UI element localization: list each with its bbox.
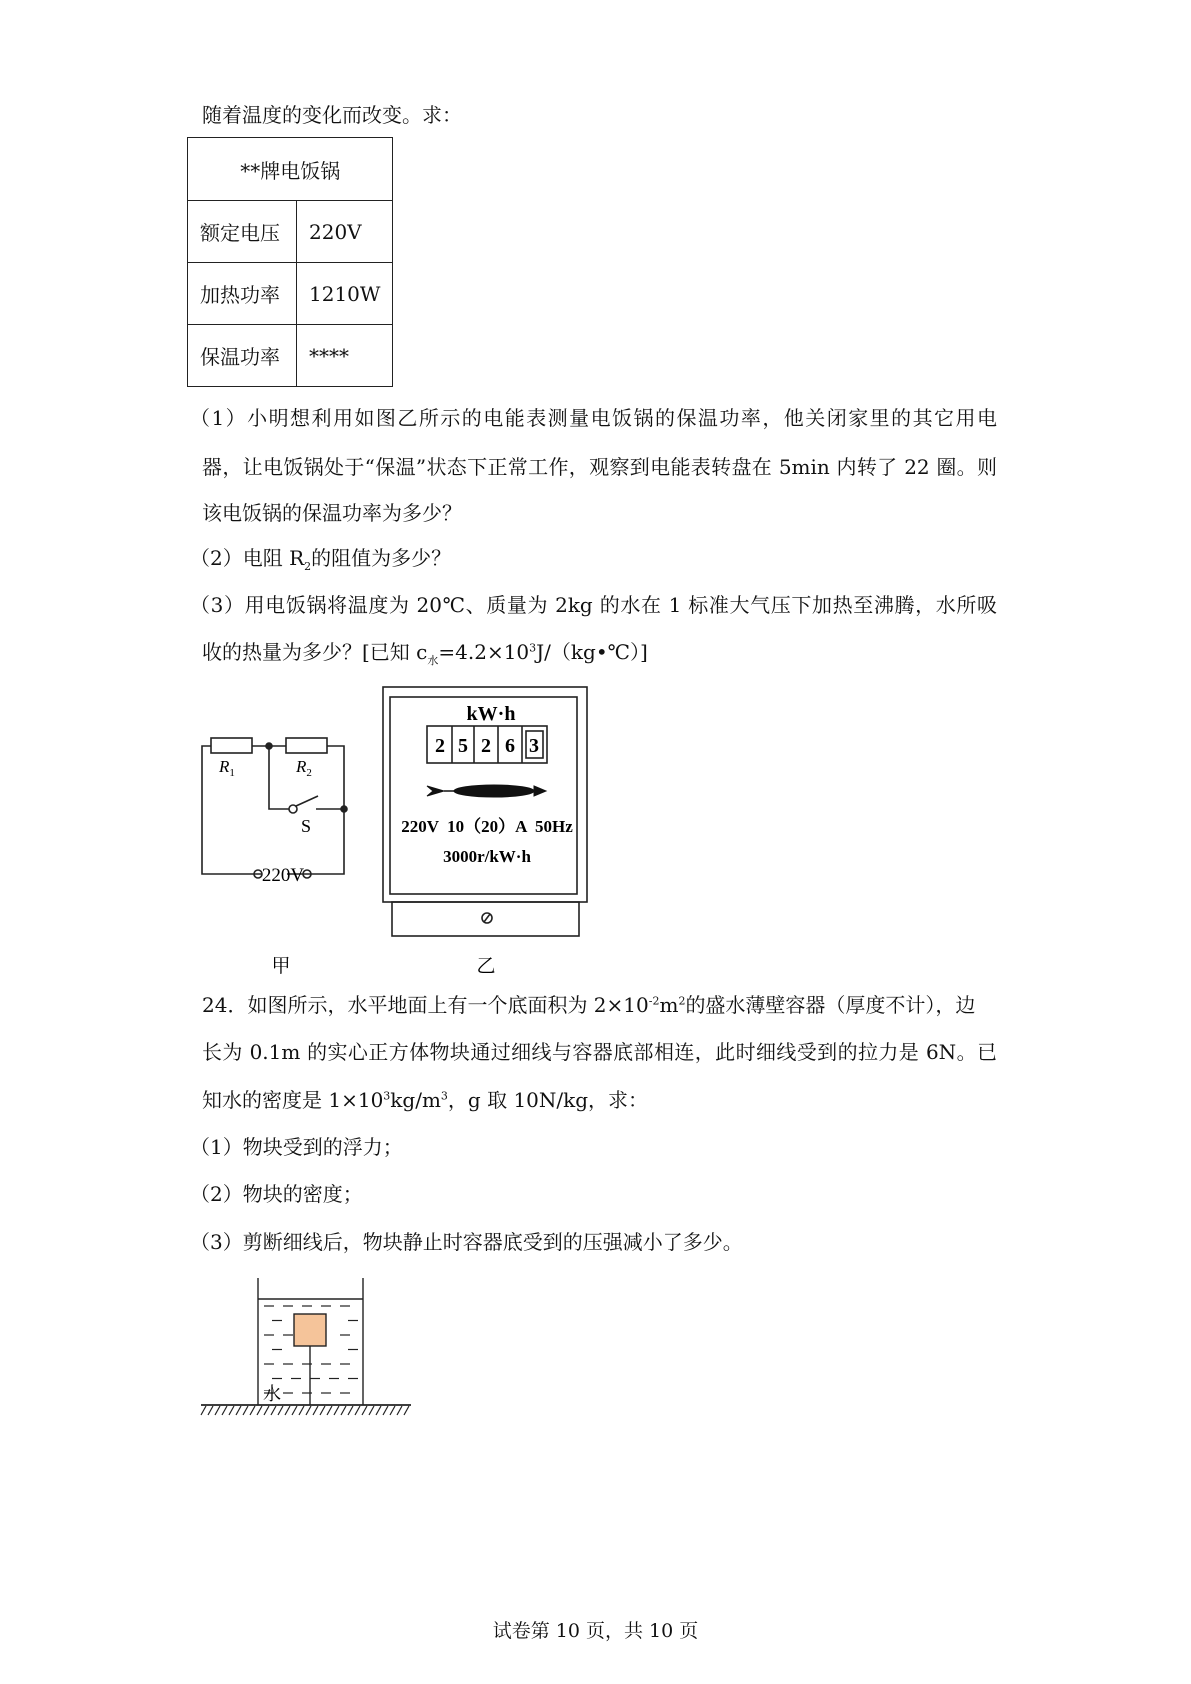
intro-text: 随着温度的变化而改变。求： bbox=[202, 103, 462, 127]
text: kg/m bbox=[390, 1088, 441, 1112]
q23-part1-line3: 该电饭锅的保温功率为多少？ bbox=[202, 501, 462, 525]
caption-jia: 甲 bbox=[271, 955, 291, 977]
q23-part1-line2: 器，让电饭锅处于“保温”状态下正常工作，观察到电能表转盘在 5min 内转了 22 圈。则 bbox=[202, 455, 997, 479]
meter-unit: kW·h bbox=[466, 703, 516, 725]
ground-hatch bbox=[257, 1406, 262, 1415]
ground-hatch bbox=[383, 1406, 388, 1415]
text: 的盛水薄壁容器（厚度不计），边 bbox=[685, 993, 976, 1017]
spec-value: 1210W bbox=[297, 263, 393, 325]
ground-hatch bbox=[362, 1406, 367, 1415]
ground-hatch bbox=[271, 1406, 276, 1415]
q24-line2: 长为 0.1m 的实心正方体物块通过细线与容器底部相连，此时细线受到的拉力是 6N。已 bbox=[202, 1040, 997, 1064]
q23-part2-text: 的阻值为多少？ bbox=[311, 546, 452, 570]
ground-hatch bbox=[348, 1406, 353, 1415]
text: 收的热量为多少？[已知 c bbox=[202, 640, 428, 664]
superscript: 3 bbox=[383, 1089, 391, 1103]
superscript: 2 bbox=[678, 994, 686, 1008]
text: 知水的密度是 1×10 bbox=[202, 1088, 384, 1112]
ground-hatch bbox=[404, 1406, 409, 1415]
water-label: 水 bbox=[263, 1384, 281, 1405]
ground-hatch bbox=[264, 1406, 269, 1415]
ground-hatch bbox=[278, 1406, 283, 1415]
text: J/（kg•℃）] bbox=[536, 640, 648, 664]
text: =4.2×10 bbox=[438, 640, 530, 664]
q24-part1: （1）物块受到的浮力； bbox=[190, 1135, 403, 1159]
r2-label: $R_2$ bbox=[296, 757, 312, 779]
q23-part2-text: （2）电阻 R bbox=[190, 546, 305, 570]
voltage-label: 220V bbox=[261, 865, 305, 886]
q24-line3 bbox=[202, 1086, 648, 1114]
q24-part2: （2）物块的密度； bbox=[190, 1182, 363, 1206]
resistor-r1 bbox=[211, 738, 252, 753]
meter-constant: 3000r/kW·h bbox=[443, 847, 531, 866]
switch-label: S bbox=[300, 816, 312, 836]
ground-hatch bbox=[250, 1406, 255, 1415]
superscript: -2 bbox=[648, 994, 660, 1008]
spec-value: 220V bbox=[297, 201, 393, 263]
ground-hatch bbox=[243, 1406, 248, 1415]
text: m bbox=[659, 993, 679, 1017]
q24-line1 bbox=[202, 991, 975, 1019]
ground-hatch bbox=[390, 1406, 395, 1415]
ground-hatch bbox=[313, 1406, 318, 1415]
meter-digit: 5 bbox=[458, 735, 468, 757]
spec-label: 保温功率 bbox=[188, 325, 297, 387]
meter-digit: 2 bbox=[481, 735, 491, 757]
cube-block bbox=[294, 1314, 326, 1346]
ground-hatch bbox=[285, 1406, 290, 1415]
ground-hatch bbox=[369, 1406, 374, 1415]
q24-part3: （3）剪断细线后，物块静止时容器底受到的压强减小了多少。 bbox=[190, 1230, 743, 1254]
text: ，g 取 10N/kg，求： bbox=[447, 1088, 649, 1112]
ground-hatch bbox=[292, 1406, 297, 1415]
spec-label: 加热功率 bbox=[188, 263, 297, 325]
ground-hatch bbox=[376, 1406, 381, 1415]
q23-part1-line1: （1）小明想利用如图乙所示的电能表测量电饭锅的保温功率，他关闭家里的其它用电 bbox=[190, 406, 997, 430]
meter-digit: 6 bbox=[505, 735, 515, 757]
ground-hatch bbox=[355, 1406, 360, 1415]
ground-hatch bbox=[341, 1406, 346, 1415]
text: 24．如图所示，水平地面上有一个底面积为 2×10 bbox=[202, 993, 649, 1017]
resistor-r2 bbox=[286, 738, 327, 753]
superscript: 3 bbox=[440, 1089, 448, 1103]
r1-label: $R_1$ bbox=[219, 757, 235, 779]
ground-hatch bbox=[208, 1406, 213, 1415]
ground-hatch bbox=[201, 1406, 206, 1415]
ground-hatch bbox=[215, 1406, 220, 1415]
superscript: 3 bbox=[529, 641, 537, 655]
subscript: 水 bbox=[427, 654, 439, 667]
meter-rating: 220V 10（20）A 50Hz bbox=[401, 817, 573, 836]
ground-hatch bbox=[334, 1406, 339, 1415]
switch-blade bbox=[296, 796, 318, 806]
page-footer: 试卷第 10 页，共 10 页 bbox=[492, 1620, 699, 1642]
meter-disc-arrow bbox=[427, 785, 546, 797]
spec-label: 额定电压 bbox=[188, 201, 297, 263]
spec-value: **** bbox=[297, 325, 393, 387]
meter-digit: 3 bbox=[529, 735, 539, 757]
ground-hatch bbox=[236, 1406, 241, 1415]
spec-title: **牌电饭锅 bbox=[188, 138, 393, 201]
caption-yi: 乙 bbox=[476, 955, 496, 977]
subscript: 2 bbox=[304, 560, 312, 573]
q23-part3-line1: （3）用电饭锅将温度为 20℃、质量为 2kg 的水在 1 标准大气压下加热至沸腾，水所吸 bbox=[190, 593, 997, 617]
ground-hatch bbox=[229, 1406, 234, 1415]
ground-hatch bbox=[320, 1406, 325, 1415]
meter-digit: 2 bbox=[435, 735, 445, 757]
ground-hatch bbox=[327, 1406, 332, 1415]
ground-hatch bbox=[306, 1406, 311, 1415]
ground-hatch bbox=[397, 1406, 402, 1415]
ground-hatch bbox=[299, 1406, 304, 1415]
ground-hatch bbox=[222, 1406, 227, 1415]
